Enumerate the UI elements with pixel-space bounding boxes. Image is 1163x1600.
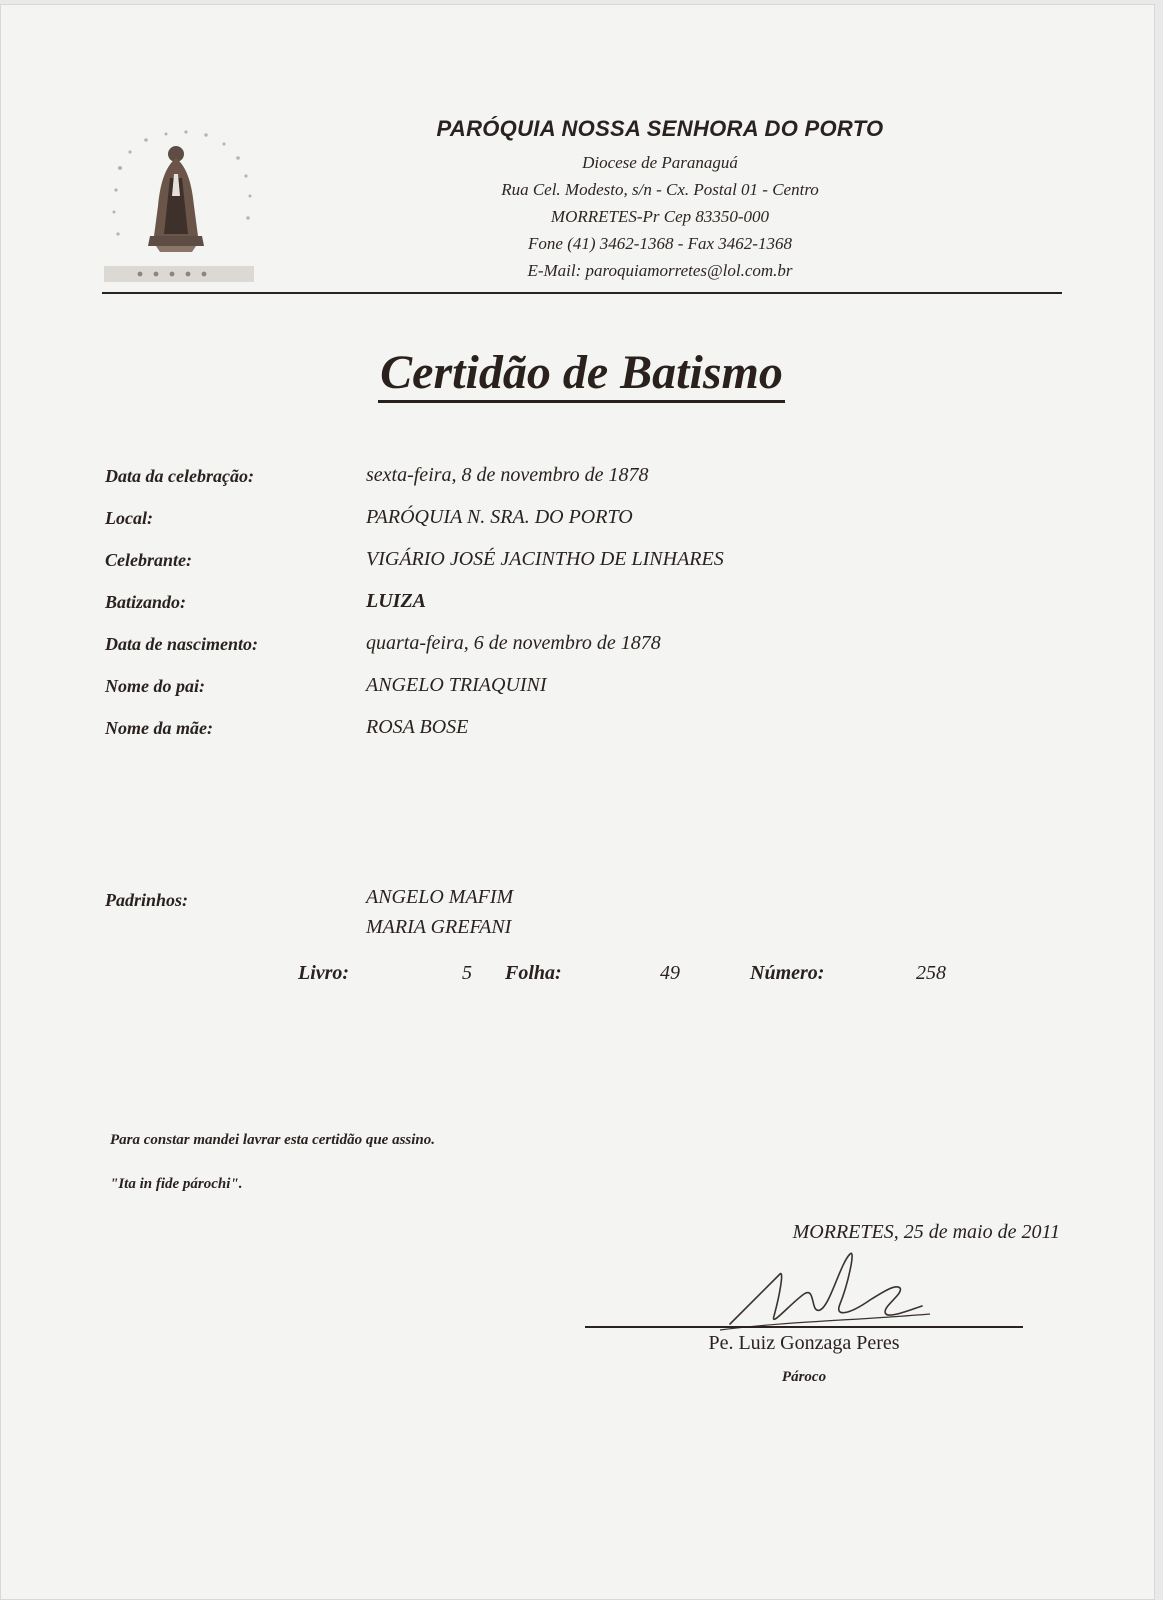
mother-name-label: Nome da mãe:	[105, 718, 213, 738]
celebration-date-label: Data da celebração:	[105, 466, 254, 486]
certificate-title-text: Certidão de Batismo	[378, 350, 785, 403]
book-value: 5	[462, 962, 472, 984]
certificate-title	[0, 346, 1163, 403]
signature-line	[585, 1326, 1023, 1328]
celebration-date-value: sexta-feira, 8 de novembro de 1878	[366, 464, 649, 486]
signer-name: Pe. Luiz Gonzaga Peres	[708, 1332, 900, 1354]
closing-statement: Para constar mandei lavrar esta certidão que assino.	[110, 1132, 436, 1148]
location-value: PARÓQUIA N. SRA. DO PORTO	[366, 506, 633, 528]
baptized-label: Batizando:	[105, 592, 187, 612]
header-divider	[102, 292, 1062, 294]
signer-role: Pároco	[781, 1369, 827, 1385]
godparents-label: Padrinhos:	[105, 890, 189, 910]
book-label: Livro:	[298, 962, 350, 984]
celebrant-label: Celebrante:	[105, 550, 192, 570]
godfather-name: ANGELO MAFIM	[366, 886, 514, 908]
celebrant-value: VIGÁRIO JOSÉ JACINTHO DE LINHARES	[366, 548, 724, 570]
closing-latin: "Ita in fide párochi".	[110, 1176, 243, 1192]
parish-name: PARÓQUIA NOSSA SENHORA DO PORTO	[436, 116, 884, 141]
birth-date-value: quarta-feira, 6 de novembro de 1878	[366, 632, 661, 654]
father-name-label: Nome do pai:	[105, 676, 205, 696]
number-value: 258	[916, 962, 946, 984]
place-date: MORRETES, 25 de maio de 2011	[792, 1221, 1060, 1243]
father-name-value: ANGELO TRIAQUINI	[366, 674, 547, 696]
mother-name-value: ROSA BOSE	[366, 716, 469, 738]
phone-fax-line: Fone (41) 3462-1368 - Fax 3462-1368	[528, 234, 792, 253]
page-value: 49	[660, 962, 680, 984]
diocese-line: Diocese de Paranaguá	[582, 153, 738, 172]
letterhead	[360, 116, 960, 284]
email-line: E-Mail: paroquiamorretes@lol.com.br	[527, 261, 793, 280]
parish-seal-icon	[100, 126, 265, 286]
godmother-name: MARIA GREFANI	[366, 916, 512, 938]
baptized-value: LUIZA	[366, 590, 426, 612]
city-cep-line: MORRETES-Pr Cep 83350-000	[550, 207, 770, 226]
address-line: Rua Cel. Modesto, s/n - Cx. Postal 01 - Centro	[501, 180, 819, 199]
location-label: Local:	[105, 508, 153, 528]
page-label: Folha:	[505, 962, 562, 984]
number-label: Número:	[750, 962, 825, 984]
certificate-page	[0, 4, 1155, 1600]
birth-date-label: Data de nascimento:	[105, 634, 258, 654]
